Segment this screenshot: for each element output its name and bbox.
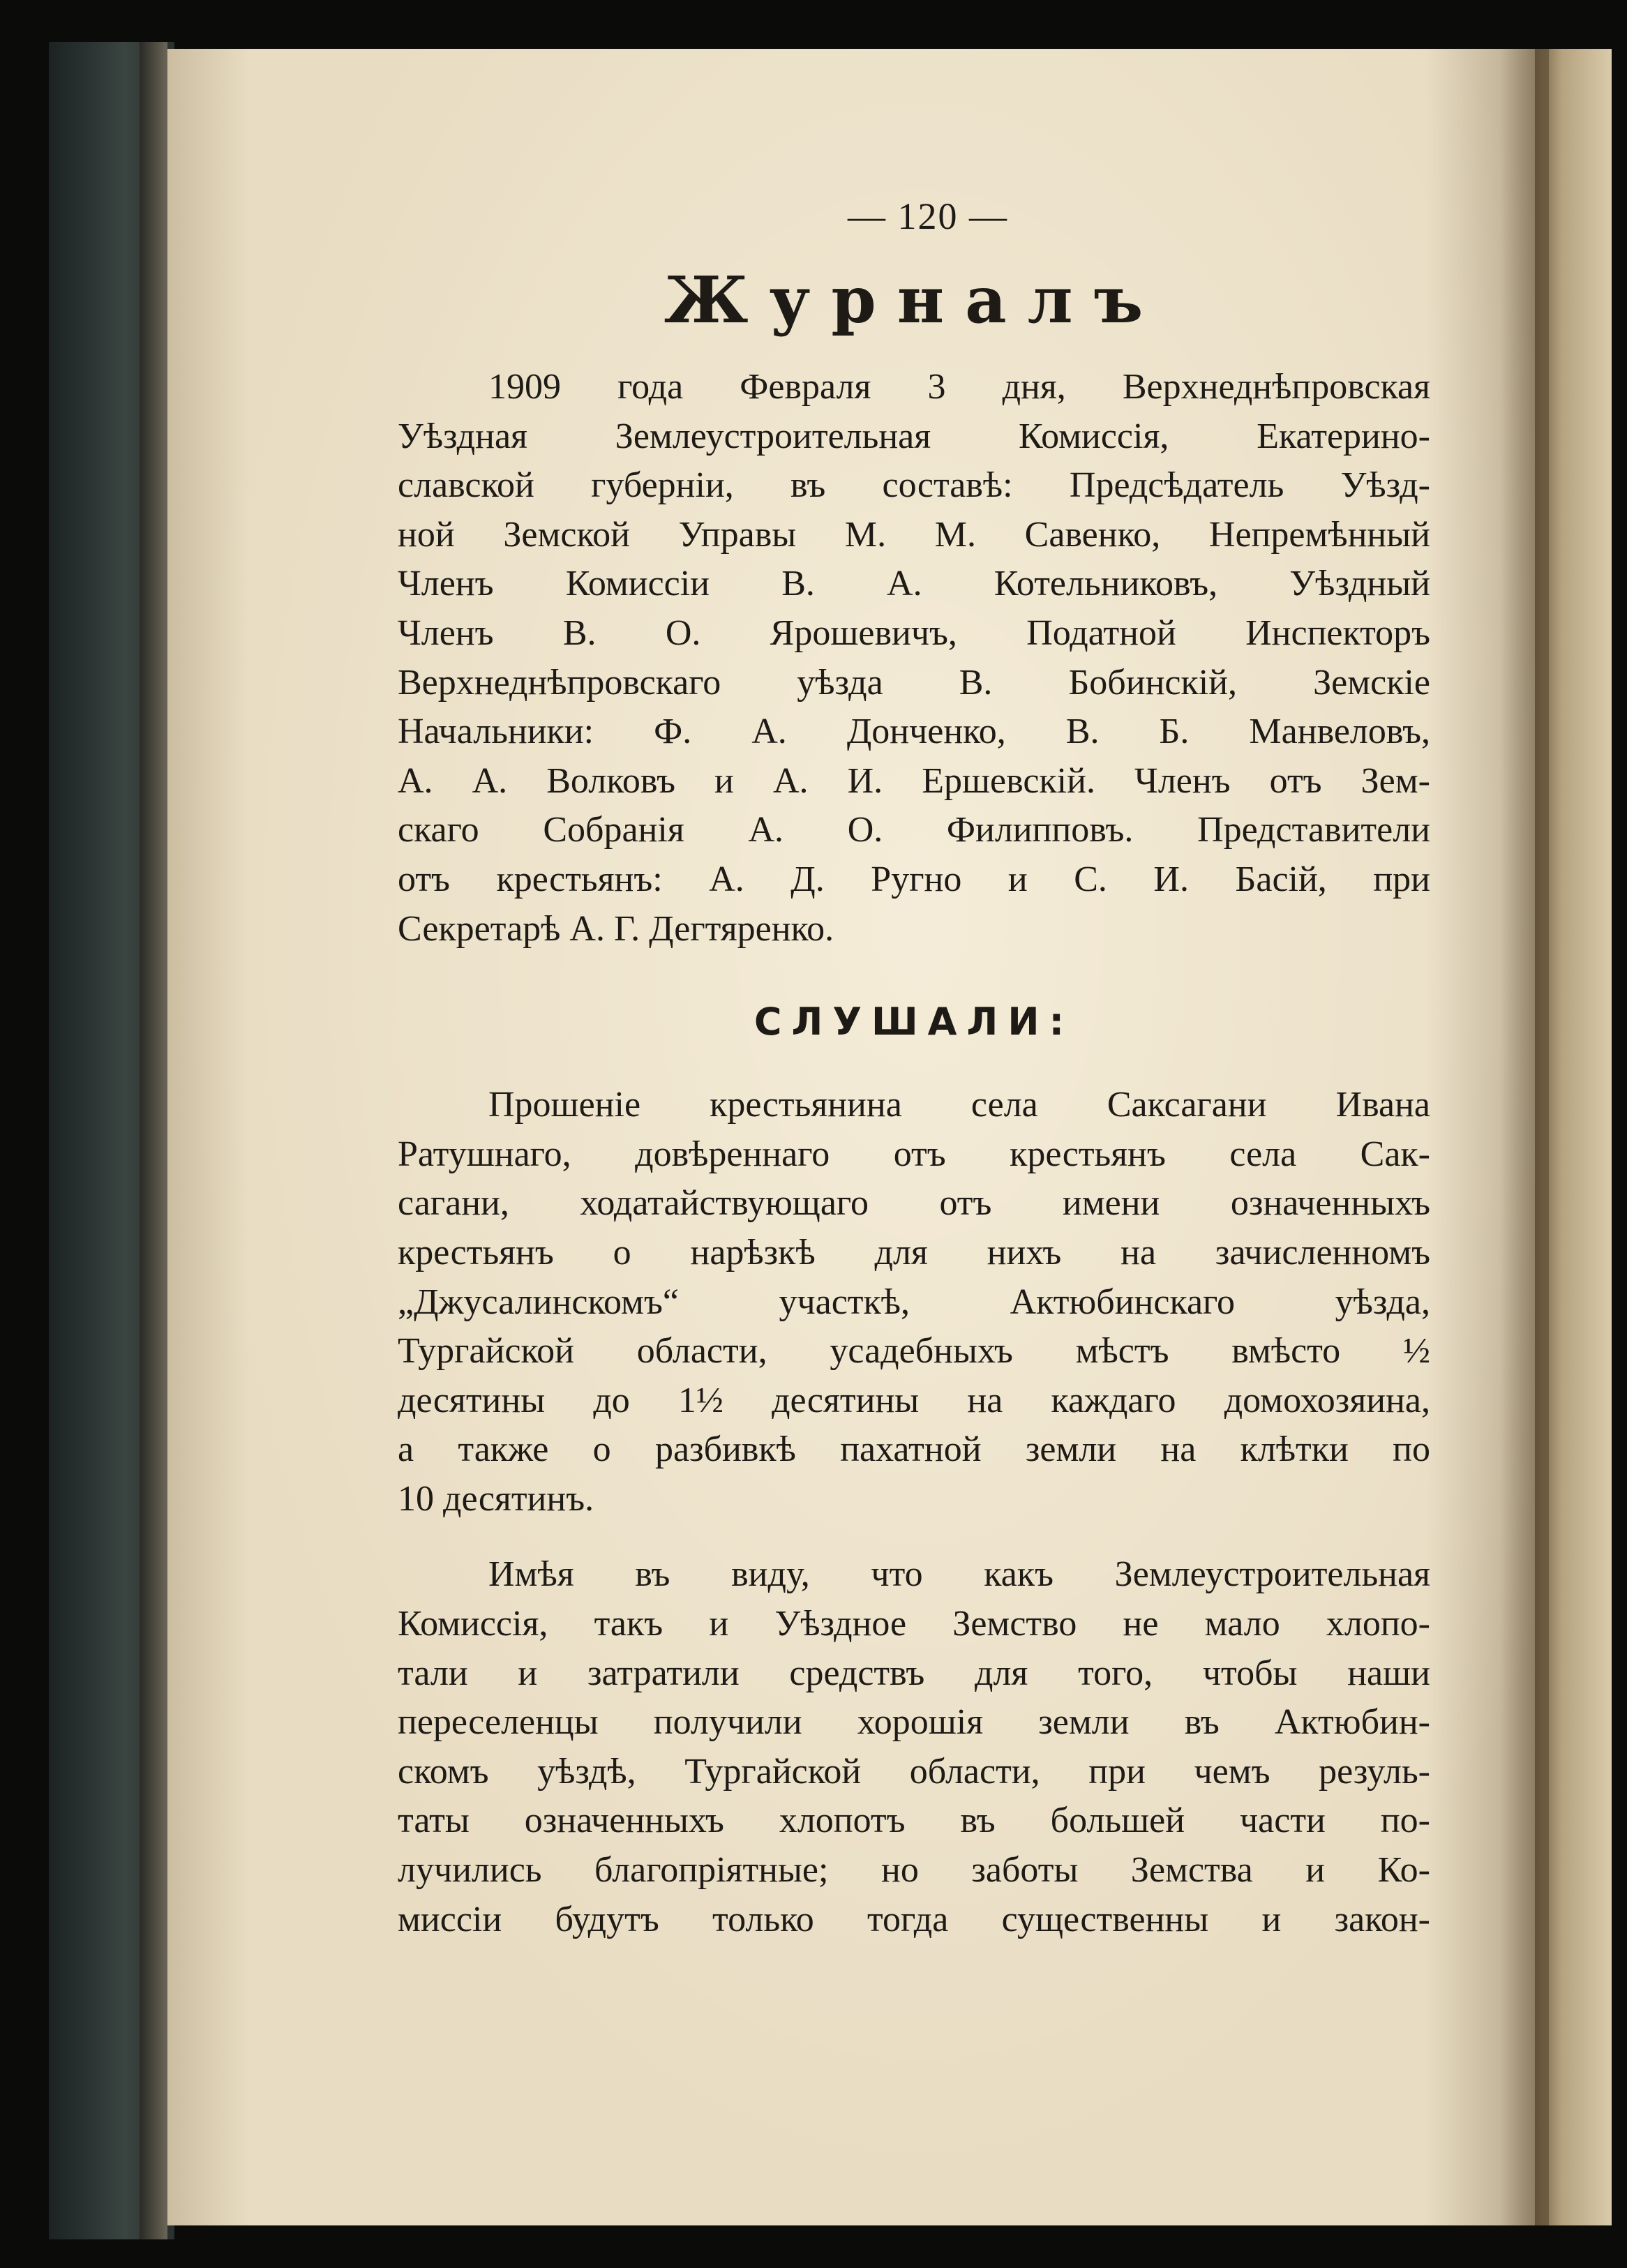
text-line: а также о разбивкѣ пахатной земли на клѣтки по <box>398 1429 1430 1470</box>
text-line: Членъ Комиссіи В. А. Котельниковъ, Уѣздный <box>398 564 1430 604</box>
text-line: крестьянъ о нарѣзкѣ для нихъ на зачисленномъ <box>398 1232 1430 1272</box>
text-line: Членъ В. О. Ярошевичъ, Податной Инспекторъ <box>398 613 1430 653</box>
text-line: Тургайской области, усадебныхъ мѣстъ вмѣсто ½ <box>398 1331 1430 1372</box>
paragraph-attendance <box>398 363 1430 954</box>
text-line: 1909 года Февраля 3 дня, Верхнеднѣпровская <box>488 367 1430 407</box>
text-line: миссіи будутъ только тогда существенны и закон- <box>398 1899 1430 1939</box>
gutter-shadow <box>1500 49 1549 2225</box>
text-line: Ратушнаго, довѣреннаго отъ крестьянъ села Сак- <box>398 1134 1430 1174</box>
page-text <box>398 188 1430 1944</box>
text-line: Верхнеднѣпровскаго уѣзда В. Бобинскій, Земскіе <box>398 662 1430 703</box>
page-title: Журналъ <box>663 262 1164 338</box>
text-line: переселенцы получили хорошія земли въ Актюбин- <box>398 1702 1430 1743</box>
book-binding-edge <box>140 42 167 2239</box>
text-line: сагани, ходатайствующаго отъ имени означенныхъ <box>398 1183 1430 1224</box>
text-line: „Джусалинскомъ“ участкѣ, Актюбинскаго уѣзда, <box>398 1282 1430 1322</box>
text-line: Уѣздная Землеустроительная Комиссія, Екатерино- <box>398 416 1430 456</box>
text-line: славской губерніи, въ составѣ: Предсѣдатель Уѣзд- <box>398 465 1430 506</box>
text-line: отъ крестьянъ: А. Д. Ругно и С. И. Басій, при <box>398 859 1430 899</box>
text-line: скомъ уѣздѣ, Тургайской области, при чемъ резуль- <box>398 1751 1430 1792</box>
section-heading: СЛУШАЛИ: <box>753 1000 1074 1044</box>
text-line: тали и затратили средствъ для того, чтобы наши <box>398 1653 1430 1693</box>
text-line: Прошеніе крестьянина села Саксагани Ивана <box>488 1085 1430 1125</box>
paragraph-petition <box>398 1081 1430 1524</box>
text-line: А. А. Волковъ и А. И. Ершевскій. Членъ отъ Зем- <box>398 760 1430 801</box>
paragraph-considering <box>398 1550 1430 1944</box>
text-line: Имѣя въ виду, что какъ Землеустроительная <box>488 1554 1430 1595</box>
text-line: таты означенныхъ хлопотъ въ большей части по- <box>398 1801 1430 1841</box>
text-line: Начальники: Ф. А. Донченко, В. Б. Манвеловъ, <box>398 712 1430 752</box>
text-line: Секретарѣ А. Г. Дегтяренко. <box>398 908 834 949</box>
text-line: скаго Собранія А. О. Филипповъ. Представители <box>398 810 1430 850</box>
text-line: лучились благопріятные; но заботы Земства и Ко- <box>398 1850 1430 1891</box>
text-line: ной Земской Управы М. М. Савенко, Непремѣнный <box>398 514 1430 555</box>
text-line: 10 десятинъ. <box>398 1478 594 1519</box>
text-line: десятины до 1½ десятины на каждаго домохозяина, <box>398 1380 1430 1420</box>
text-line: Комиссія, такъ и Уѣздное Земство не мало хлопо- <box>398 1604 1430 1644</box>
page-number: — 120 — <box>848 195 1008 237</box>
